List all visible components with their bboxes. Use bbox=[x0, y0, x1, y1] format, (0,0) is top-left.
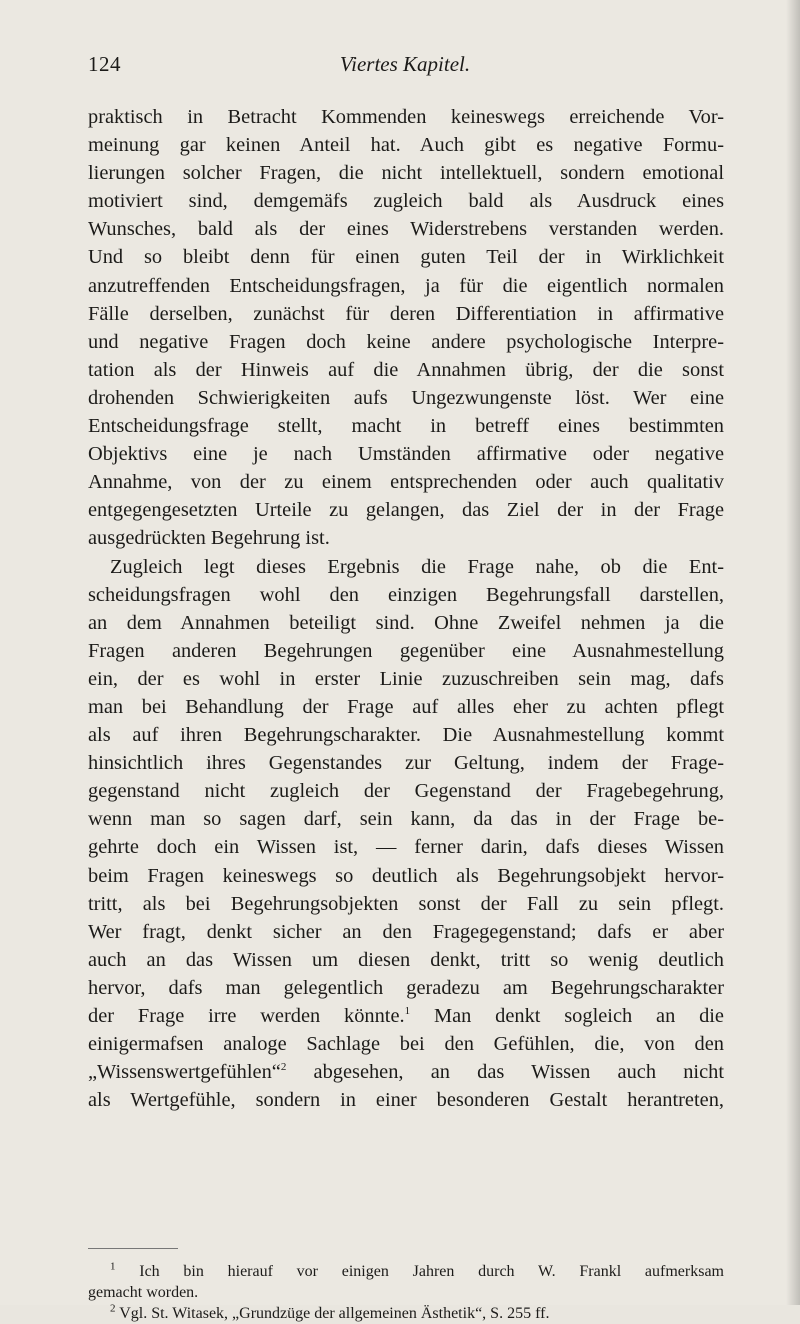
footnotes bbox=[88, 1261, 724, 1324]
text-line: lierungen solcher Fragen, die nicht intellektuell, sondern emotional bbox=[88, 162, 724, 185]
running-title: Viertes Kapitel. bbox=[339, 52, 471, 76]
text-line: gegenstand nicht zugleich der Gegenstand der Fragebegehrung, bbox=[88, 780, 724, 803]
text-line: Wunsches, bald als der eines Widerstrebens verstanden werden. bbox=[88, 218, 724, 241]
body-text bbox=[88, 103, 724, 1114]
text-line: Und so bleibt denn für einen guten Teil der in Wirklichkeit bbox=[88, 246, 724, 269]
footnote-ref-2[interactable]: 2 bbox=[280, 1061, 287, 1074]
text-line: ausgedrückten Begehrung ist. bbox=[88, 527, 330, 550]
text-line bbox=[88, 1002, 724, 1030]
footnote-marker: 1 bbox=[110, 1260, 116, 1273]
footnote-1 bbox=[88, 1261, 724, 1282]
text-line: gehrte doch ein Wissen ist, — ferner darin, dafs dieses Wissen bbox=[88, 836, 724, 859]
text-line: hervor, dafs man gelegentlich geradezu am Begehrungscharakter bbox=[88, 976, 724, 999]
text-line: meinung gar keinen Anteil hat. Auch gibt es negative Formu- bbox=[88, 134, 724, 157]
text-line: beim Fragen keineswegs so deutlich als Begehrungsobjekt hervor- bbox=[88, 864, 724, 887]
text-line: ein, der es wohl in erster Linie zuzuschreiben sein mag, dafs bbox=[88, 667, 724, 690]
text-line: anzutreffenden Entscheidungsfragen, ja für die eigentlich normalen bbox=[88, 274, 724, 297]
text-line: Objektivs eine je nach Umständen affirmative oder negative bbox=[88, 443, 724, 466]
page-header bbox=[88, 52, 722, 82]
text-line: als Wertgefühle, sondern in einer besonderen Gestalt herantreten, bbox=[88, 1089, 724, 1112]
text-line: motiviert sind, demgemäfs zugleich bald als Ausdruck eines bbox=[88, 190, 724, 213]
text-line: man bei Behandlung der Frage auf alles eher zu achten pflegt bbox=[88, 695, 724, 718]
text-fragment: der Frage irre werden könnte. bbox=[88, 1005, 405, 1027]
footnote-1-continued: gemacht worden. bbox=[88, 1284, 199, 1301]
text-line: Fragen anderen Begehrungen gegenüber eine Ausnahmestellung bbox=[88, 639, 724, 662]
text-line: an dem Annahmen beteiligt sind. Ohne Zweifel nehmen ja die bbox=[88, 611, 724, 634]
text-line: tation als der Hinweis auf die Annahmen übrig, der die sonst bbox=[88, 358, 724, 381]
text-line: entgegengesetzten Urteile zu gelangen, das Ziel der in der Frage bbox=[88, 499, 724, 522]
text-line: als auf ihren Begehrungscharakter. Die Ausnahmestellung kommt bbox=[88, 724, 724, 747]
text-line: hinsichtlich ihres Gegenstandes zur Geltung, indem der Frage- bbox=[88, 752, 724, 775]
text-line: praktisch in Betracht Kommenden keineswegs erreichende Vor- bbox=[88, 106, 724, 128]
text-fragment: „Wissenswertgefühlen“ bbox=[88, 1061, 281, 1084]
footnote-ref-1[interactable]: 1 bbox=[404, 1005, 411, 1018]
footnote-marker: 2 bbox=[110, 1302, 116, 1315]
text-line: Annahme, von der zu einem entsprechenden oder auch qualitativ bbox=[88, 471, 724, 494]
footnote-text: Vgl. St. Witasek, „Grundzüge der allgemeinen Ästhetik“, S. 255 ff. bbox=[115, 1305, 550, 1322]
text-fragment: abgesehen, an das Wissen auch nicht bbox=[286, 1061, 724, 1084]
page-number: 124 bbox=[88, 52, 121, 76]
text-line: tritt, als bei Begehrungsobjekten sonst der Fall zu sein pflegt. bbox=[88, 892, 724, 915]
page-edge-shadow bbox=[786, 0, 800, 1305]
footnote-text: Ich bin hierauf vor einigen Jahren durch W. Frankl aufmerksam bbox=[115, 1263, 724, 1280]
text-line: drohenden Schwierigkeiten aufs Ungezwungenste löst. Wer eine bbox=[88, 386, 724, 409]
text-line: wenn man so sagen darf, sein kann, da das in der Frage be- bbox=[88, 808, 724, 831]
text-line bbox=[88, 1058, 724, 1086]
footnote-2 bbox=[88, 1303, 724, 1324]
text-line: Zugleich legt dieses Ergebnis die Frage nahe, ob die Ent- bbox=[110, 555, 724, 578]
text-line: und negative Fragen doch keine andere psychologische Interpre- bbox=[88, 330, 724, 353]
text-line: scheidungsfragen wohl den einzigen Begehrungsfall darstellen, bbox=[88, 583, 724, 606]
text-line: Entscheidungsfrage stellt, macht in betreff eines bestimmten bbox=[88, 415, 724, 438]
text-line: auch an das Wissen um diesen denkt, tritt so wenig deutlich bbox=[88, 948, 724, 971]
footnote-divider bbox=[88, 1248, 178, 1249]
text-line: einigermafsen analoge Sachlage bei den Gefühlen, die, von den bbox=[88, 1033, 724, 1056]
text-line: Wer fragt, denkt sicher an den Fragegegenstand; dafs er aber bbox=[88, 920, 724, 943]
text-line: Fälle derselben, zunächst für deren Differentiation in affirmative bbox=[88, 302, 724, 325]
text-fragment: Man denkt sogleich an die bbox=[410, 1005, 724, 1027]
